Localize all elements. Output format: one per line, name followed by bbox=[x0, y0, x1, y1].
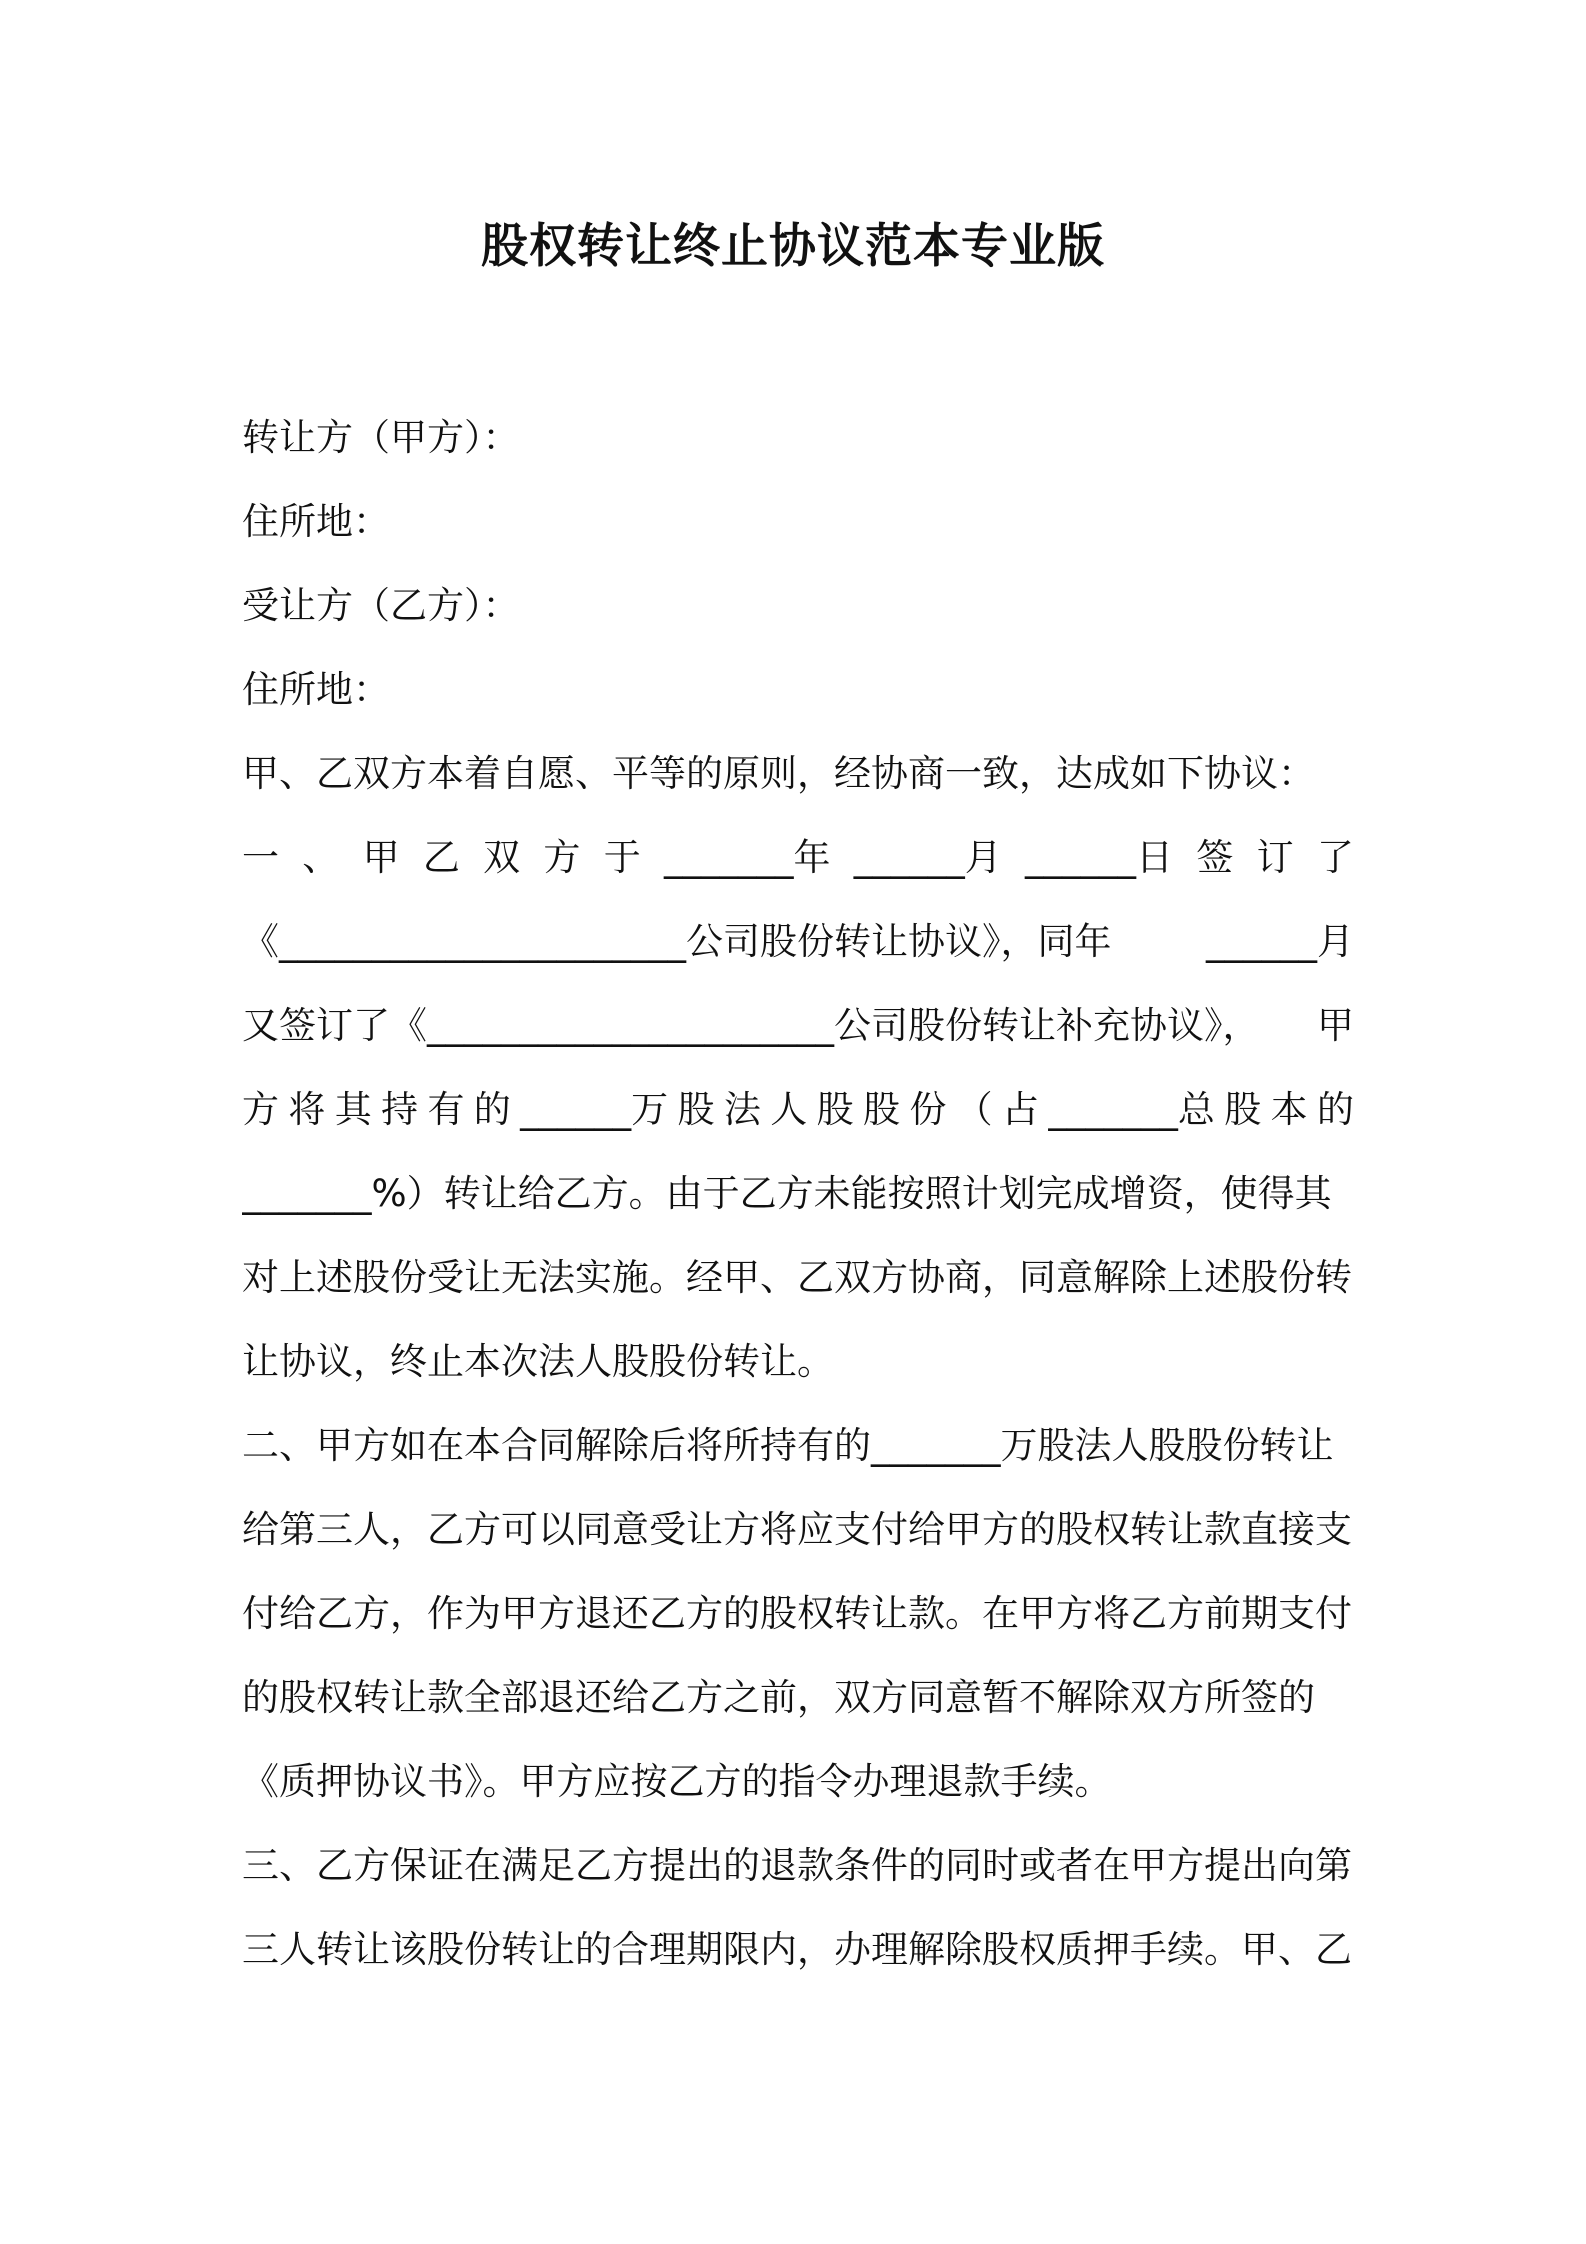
month-blank: ______月 bbox=[853, 836, 1002, 879]
clause-2-line-2: 给第三人，乙方可以同意受让方将应支付给甲方的股权转让款直接支 bbox=[242, 1508, 1352, 1551]
clause-text-segment: 人 bbox=[770, 1088, 808, 1131]
clause-1-line-4 bbox=[242, 1068, 1354, 1152]
clause-1-line-5: _______%）转让给乙方。由于乙方未能按照计划完成增资，使得其 bbox=[242, 1172, 1332, 1215]
transferor-line: 转让方（甲方）： bbox=[242, 416, 520, 459]
document-title: 股权转让终止协议范本专业版 bbox=[481, 219, 1105, 274]
preamble-line: 甲、乙双方本着自愿、平等的原则，经协商一致，达成如下协议： bbox=[242, 752, 1315, 795]
clause-1-line-2-justified bbox=[242, 900, 1354, 984]
clause-text-segment: 甲 bbox=[1317, 1004, 1354, 1047]
transferor-address-line: 住所地： bbox=[242, 500, 390, 543]
clause-text-segment: 方 bbox=[543, 836, 581, 879]
clause-1-line-3-justified bbox=[242, 984, 1354, 1068]
clause-text-segment: （ bbox=[955, 1088, 993, 1131]
clause-3-line-2: 三人转让该股份转让的合理期限内，办理解除股权质押手续。甲、乙 bbox=[242, 1928, 1352, 1971]
clause-text-segment: 其 bbox=[334, 1088, 372, 1131]
clause-text-segment: 又签订了《______________________公司股份转让补充协议》， bbox=[242, 1004, 1260, 1047]
clause-2-line-3: 付给乙方，作为甲方退还乙方的股权转让款。在甲方将乙方前期支付 bbox=[242, 1592, 1352, 1635]
clause-text-segment: 占 bbox=[1002, 1088, 1040, 1131]
clause-text-segment: 甲 bbox=[362, 836, 400, 879]
clause-text-segment: 签 bbox=[1196, 836, 1234, 879]
clause-text-segment: 于 bbox=[603, 836, 641, 879]
clause-text-segment: 本 bbox=[1270, 1088, 1308, 1131]
document-body bbox=[242, 396, 1354, 1992]
clause-text-segment: 股 bbox=[1224, 1088, 1262, 1131]
transferee-address-line: 住所地： bbox=[242, 668, 390, 711]
clause-1-line-2 bbox=[242, 900, 1354, 984]
clause-text-segment: 法 bbox=[723, 1088, 761, 1131]
clause-1-line-3 bbox=[242, 984, 1354, 1068]
clause-3-line-1: 三、乙方保证在满足乙方提出的退款条件的同时或者在甲方提出向第 bbox=[242, 1844, 1352, 1887]
total-share-blank: _______总 bbox=[1048, 1088, 1215, 1131]
clause-text-segment: ______月 bbox=[1206, 920, 1354, 963]
clause-1-line-1 bbox=[242, 816, 1354, 900]
day-blank: ______日 bbox=[1025, 836, 1174, 879]
clause-1-line-1-justified bbox=[242, 816, 1354, 900]
clause-text-segment: 持 bbox=[381, 1088, 419, 1131]
clause-2-line-5: 《质押协议书》。甲方应按乙方的指令办理退款手续。 bbox=[242, 1760, 1112, 1803]
clause-text-segment: 股 bbox=[677, 1088, 715, 1131]
clause-text-segment: 、 bbox=[302, 836, 340, 879]
clause-text-segment: 的 bbox=[1316, 1088, 1354, 1131]
clause-text-segment: 了 bbox=[1316, 836, 1354, 879]
clause-text-segment: 的 bbox=[473, 1088, 511, 1131]
clause-text-segment: 份 bbox=[909, 1088, 947, 1131]
clause-2-line-4: 的股权转让款全部退还给乙方之前，双方同意暂不解除双方所签的 bbox=[242, 1676, 1315, 1719]
clause-text-segment: 有 bbox=[427, 1088, 465, 1131]
clause-text-segment: 股 bbox=[816, 1088, 854, 1131]
clause-text-segment: 股 bbox=[862, 1088, 900, 1131]
clause-text-segment: 乙 bbox=[422, 836, 460, 879]
transferee-line: 受让方（乙方）： bbox=[242, 584, 520, 627]
clause-1-line-4-justified bbox=[242, 1068, 1354, 1152]
clause-text-segment: 将 bbox=[288, 1088, 326, 1131]
clause-text-segment: 一 bbox=[242, 836, 279, 879]
share-amount-blank: ______万 bbox=[520, 1088, 669, 1131]
clause-text-segment: 订 bbox=[1256, 836, 1294, 879]
clause-2-line-1: 二、甲方如在本合同解除后将所持有的_______万股法人股股份转让 bbox=[242, 1424, 1334, 1467]
clause-text-segment: 方 bbox=[242, 1088, 279, 1131]
clause-text-segment: 《______________________公司股份转让协议》，同年 bbox=[242, 920, 1112, 963]
clause-text-segment: 双 bbox=[483, 836, 521, 879]
year-blank: _______年 bbox=[663, 836, 831, 879]
clause-1-line-6: 对上述股份受让无法实施。经甲、乙双方协商，同意解除上述股份转 bbox=[242, 1256, 1352, 1299]
clause-1-line-7: 让协议，终止本次法人股股份转让。 bbox=[242, 1340, 834, 1383]
